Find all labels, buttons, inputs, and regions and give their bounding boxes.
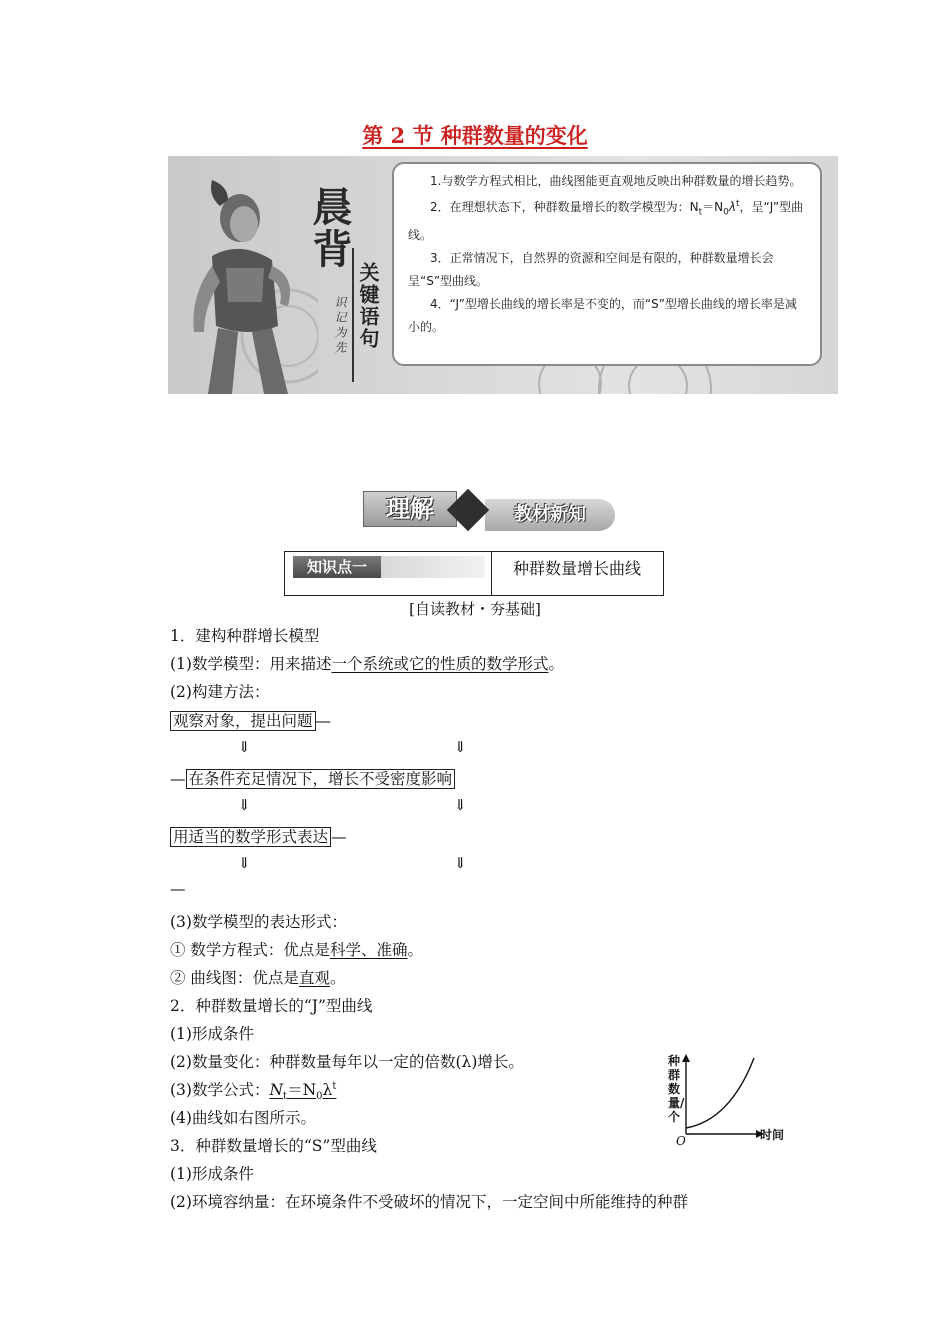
model-forms: (3)数学模型的表达形式： bbox=[170, 913, 347, 931]
j-formula: (3)数学公式：$N_t=N_0\lambda^t$ bbox=[170, 1080, 337, 1103]
down-arrow-icon: ⇓ bbox=[238, 854, 251, 872]
section-header-left: 理解 bbox=[363, 491, 457, 527]
key-sentence-4: 4．“J”型增长曲线的增长率是不变的，而“S”型增长曲线的增长率是减小的。 bbox=[408, 297, 797, 335]
down-arrow-icon: ⇓ bbox=[454, 738, 467, 756]
equation-advantage: ① 数学方程式：优点是科学、准确。 bbox=[170, 941, 423, 959]
banner-key-phrase: 关键语句 bbox=[356, 262, 380, 350]
key-sentence-3: 3．正常情况下，自然界的资源和空间是有限的，种群数量增长会呈“S”型曲线。 bbox=[408, 251, 774, 289]
heading-2: 2．种群数量增长的“J”型曲线 bbox=[170, 997, 373, 1015]
j-curve-line bbox=[686, 1058, 754, 1128]
carrying-capacity: (2)环境容纳量：在环境条件不受破坏的情况下，一定空间中所能维持的种群 bbox=[170, 1193, 688, 1211]
down-arrow-icon: ⇓ bbox=[238, 796, 251, 814]
model-definition: (1)数学模型：用来描述一个系统或它的性质的数学形式。 bbox=[170, 655, 565, 673]
j-figure-note: (4)曲线如右图所示。 bbox=[170, 1109, 316, 1127]
s-condition: (1)形成条件 bbox=[170, 1165, 254, 1183]
banner-side-phrase: 识记为先 bbox=[333, 296, 347, 356]
down-arrow-icon: ⇓ bbox=[454, 854, 467, 872]
knowledge-point-title: 种群数量增长曲线 bbox=[512, 559, 641, 578]
down-arrow-icon: ⇓ bbox=[238, 738, 251, 756]
build-method: (2)构建方法： bbox=[170, 683, 270, 701]
y-axis-label: 种群数量/个 bbox=[668, 1054, 685, 1124]
banner-big-title: 晨背 bbox=[306, 186, 352, 270]
flow-step-2: — 在条件充足情况下，增长不受密度影响 bbox=[170, 767, 455, 789]
knowledge-point-tag-cell bbox=[285, 552, 492, 595]
page-title: 第 2 节 种群数量的变化 bbox=[362, 123, 588, 148]
knowledge-point-tag: 知识点一 bbox=[293, 556, 381, 578]
key-sentence-2: 2．在理想状态下，种群数量增长的数学模型为：$N_t=N_0\lambda^t$，呈“J”型曲线。 bbox=[408, 199, 804, 243]
heading-1: 1．建构种群增长模型 bbox=[170, 627, 320, 645]
reading-subhead: [自读教材・夯基础] bbox=[409, 600, 541, 618]
j-condition: (1)形成条件 bbox=[170, 1025, 254, 1043]
down-arrow-icon: ⇓ bbox=[454, 796, 467, 814]
j-quantity-change: (2)数量变化：种群数量每年以一定的倍数(λ)增长。 bbox=[170, 1053, 524, 1071]
flow-dash: — bbox=[170, 880, 186, 898]
origin-label: O bbox=[676, 1134, 686, 1148]
tag-bar bbox=[381, 556, 485, 578]
key-sentence-1: 1.与数学方程式相比，曲线图能更直观地反映出种群数量的增长趋势。 bbox=[430, 174, 802, 188]
x-axis-label: 时间 bbox=[760, 1128, 785, 1142]
curve-advantage: ② 曲线图：优点是直观。 bbox=[170, 969, 346, 987]
morning-recital-banner bbox=[168, 156, 838, 394]
runner-illustration bbox=[168, 156, 318, 394]
flow-step-1: 观察对象，提出问题 — bbox=[170, 709, 331, 731]
key-sentences-box bbox=[392, 162, 822, 366]
flow-step-3: 用适当的数学形式表达 — bbox=[170, 825, 347, 847]
j-curve-figure bbox=[660, 1050, 800, 1150]
knowledge-point-box bbox=[284, 551, 664, 596]
section-header-right: 教材新知 bbox=[485, 499, 615, 531]
heading-3: 3．种群数量增长的“S”型曲线 bbox=[170, 1137, 377, 1155]
section-header bbox=[363, 491, 621, 535]
